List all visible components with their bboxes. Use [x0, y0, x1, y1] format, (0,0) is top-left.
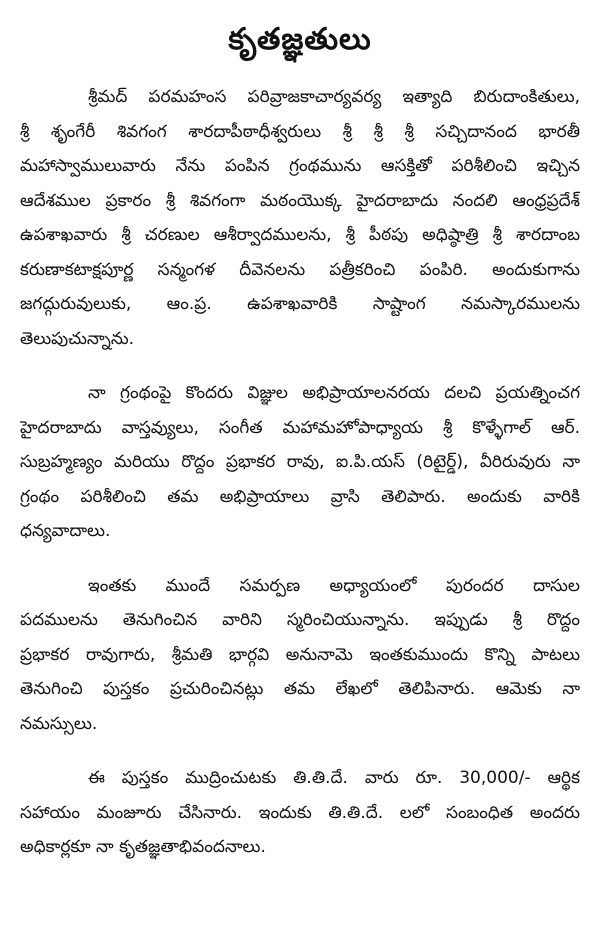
- paragraph-line: శ్రీ శృంగేరీ శివగంగ శారదాపీఠాధీశ్వరులు శ్రీ శ్రీ శ్రీ సచ్చిదానంద భారతీ: [20, 121, 580, 142]
- paragraph-line: సుబ్రహ్మణ్యం మరియు రొద్దం ప్రభాకర రావు, ఐ.పి.యస్ (రిటైర్డ్), వీరిరువురు నా: [20, 452, 580, 472]
- paragraph-line: నా గ్రంథంపై కొందరు విజ్ఞుల అభిప్రాయాలనరయ దలచి ప్రయత్నించగ: [88, 383, 580, 403]
- paragraph-line: మహాస్వాములువారు నేను పంపిన గ్రంథమును ఆసక్తితో పరిశీలించి ఇచ్చిన: [20, 156, 580, 176]
- paragraph-line: నమస్సులు.: [20, 713, 98, 734]
- paragraph-line: సహాయం మంజూరు చేసినారు. ఇందుకు తి.తి.దే. లలో సంబంధిత అందరు: [20, 802, 580, 823]
- paragraph-line: జగద్గురువులుకు, ఆం.ప్ర. ఉపశాఖవారికి సాష్టాంగ నమస్కారములను: [20, 294, 580, 314]
- paragraph-line: ప్రభాకర రావుగారు, శ్రీమతి భార్గవి అనునామె ఇంతకుముందు కొన్ని పాటలు: [20, 644, 580, 665]
- paragraph-line: ఇంతకు ముందే సమర్పణ అధ్యాయంలో పురందర దాసుల: [88, 575, 580, 596]
- paragraph-line: ధన్యవాదాలు.: [20, 521, 111, 541]
- paragraph-line: కరుణాకటాక్షపూర్ణ సన్మంగళ దీవెనలను పత్రీకరించి పంపిరి. అందుకుగాను: [20, 259, 580, 280]
- page-title: కృతజ్ఞతులు: [228, 22, 372, 57]
- paragraph-line: ఉపశాఖవారు శ్రీ చరణుల ఆశీర్వాదములను, శ్రీ పీఠపు అధిష్ఠాత్రి శ్రీ శారదాంబ: [20, 225, 580, 245]
- paragraph-gratitude-ttd: [20, 761, 580, 865]
- paragraph-line: పదములను తెనుగించిన వారిని స్మరించియున్నాను. ఇప్పుడు శ్రీ రొద్దం: [20, 610, 580, 630]
- paragraph-line: ఈ పుస్తకం ముద్రించుటకు తి.తి.దే. వారు రూ. 30,000/- ఆర్థిక: [88, 768, 580, 788]
- paragraph-line: తెలుపుచున్నాను.: [20, 328, 135, 349]
- paragraph-gratitude-translators: [20, 569, 580, 742]
- paragraph-line: హైదరాబాదు వాస్తవ్యులు, సంగీత మహామహోపాధ్యాయ శ్రీ కొళ్ళేగాల్ ఆర్.: [20, 417, 580, 438]
- paragraph-gratitude-reviewers: [20, 376, 580, 549]
- paragraph-line: అధికార్లకూ నా కృతజ్ఞతాభివందనాలు.: [20, 837, 266, 857]
- paragraph-gratitude-swamiji: [20, 80, 580, 356]
- paragraph-line: ఆదేశముల ప్రకారం శ్రీ శివగంగా మఠంయొక్క హైదరాబాదు నందలి ఆంధ్రప్రదేశ్: [20, 190, 580, 211]
- paragraph-line: గ్రంథం పరిశీలించి తమ అభిప్రాయాలు వ్రాసి తెలిపారు. అందుకు వారికి: [20, 486, 580, 507]
- paragraph-line: శ్రీమద్ పరమహంస పరివ్రాజకాచార్యవర్య ఇత్యాది బిరుదాంకితులు,: [88, 87, 580, 107]
- paragraph-line: తెనుగించి పుస్తకం ప్రచురించినట్లు తమ లేఖలో తెలిపినారు. ఆమెకు నా: [20, 679, 580, 699]
